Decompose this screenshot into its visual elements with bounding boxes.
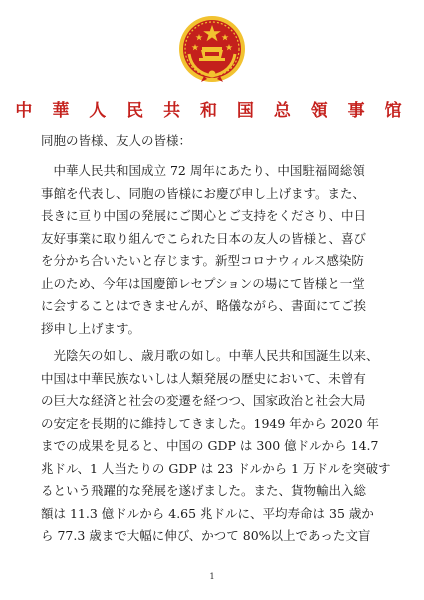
paragraph-line: 額は 11.3 億ドルから 4.65 兆ドルに、平均寿命は 35 歳か <box>41 505 374 521</box>
paragraph-line: 事館を代表し、同胞の皆様にお慶び申し上げます。また、 <box>41 185 366 201</box>
paragraph-line: の巨大な経済と社会の変遷を経つつ、国家政治と社会大局 <box>41 393 366 408</box>
paragraph-development-history <box>41 345 391 548</box>
paragraph-line: の安定を長期的に維持してきました。1949 年から 2020 年 <box>41 415 380 431</box>
salutation: 同胞の皆様、友人の皆様： <box>41 133 192 148</box>
paragraph-anniversary-greeting <box>41 160 383 340</box>
paragraph-line: ら 77.3 歳まで大幅に伸び、かつて 80%以上であった文盲 <box>41 528 371 543</box>
paragraph-line: 止のため、今年は国慶節レセプションの場にて皆様と一堂 <box>41 275 365 291</box>
paragraph-line: 友好事業に取り組んでこられた日本の友人の皆様と、喜び <box>41 230 367 246</box>
paragraph-line: 中華人民共和国成立 72 周年にあたり、中国駐福岡総領 <box>41 163 365 178</box>
paragraph-line: を分かち合いたいと存じます。新型コロナウィルス感染防 <box>41 253 364 268</box>
paragraph-line: までの成果を見ると、中国の GDP は 300 億ドルから 14.7 <box>41 438 379 453</box>
national-emblem-icon <box>177 14 247 84</box>
paragraph-line: 兆ドル、1 人当たりの GDP は 23 ドルから 1 万ドルを突破す <box>41 460 391 476</box>
page-number: 1 <box>209 572 215 581</box>
consulate-title: 中 華 人 民 共 和 国 总 領 事 馆 <box>15 101 409 121</box>
paragraph-line: るという飛躍的な発展を遂げました。また、貨物輸出入総 <box>41 483 367 498</box>
paragraph-line: 拶申し上げます。 <box>41 320 141 336</box>
paragraph-line: 長きに亘り中国の発展にご関心とご支持をくださり、中日 <box>41 208 367 223</box>
paragraph-line: 中国は中華民族ないしは人類発展の歴史において、未曾有 <box>41 370 366 386</box>
paragraph-line: に会することはできませんが、略儀ながら、書面にてご挨 <box>41 298 367 313</box>
paragraph-line: 光陰矢の如し、歳月歌の如し。中華人民共和国誕生以来、 <box>41 348 379 363</box>
